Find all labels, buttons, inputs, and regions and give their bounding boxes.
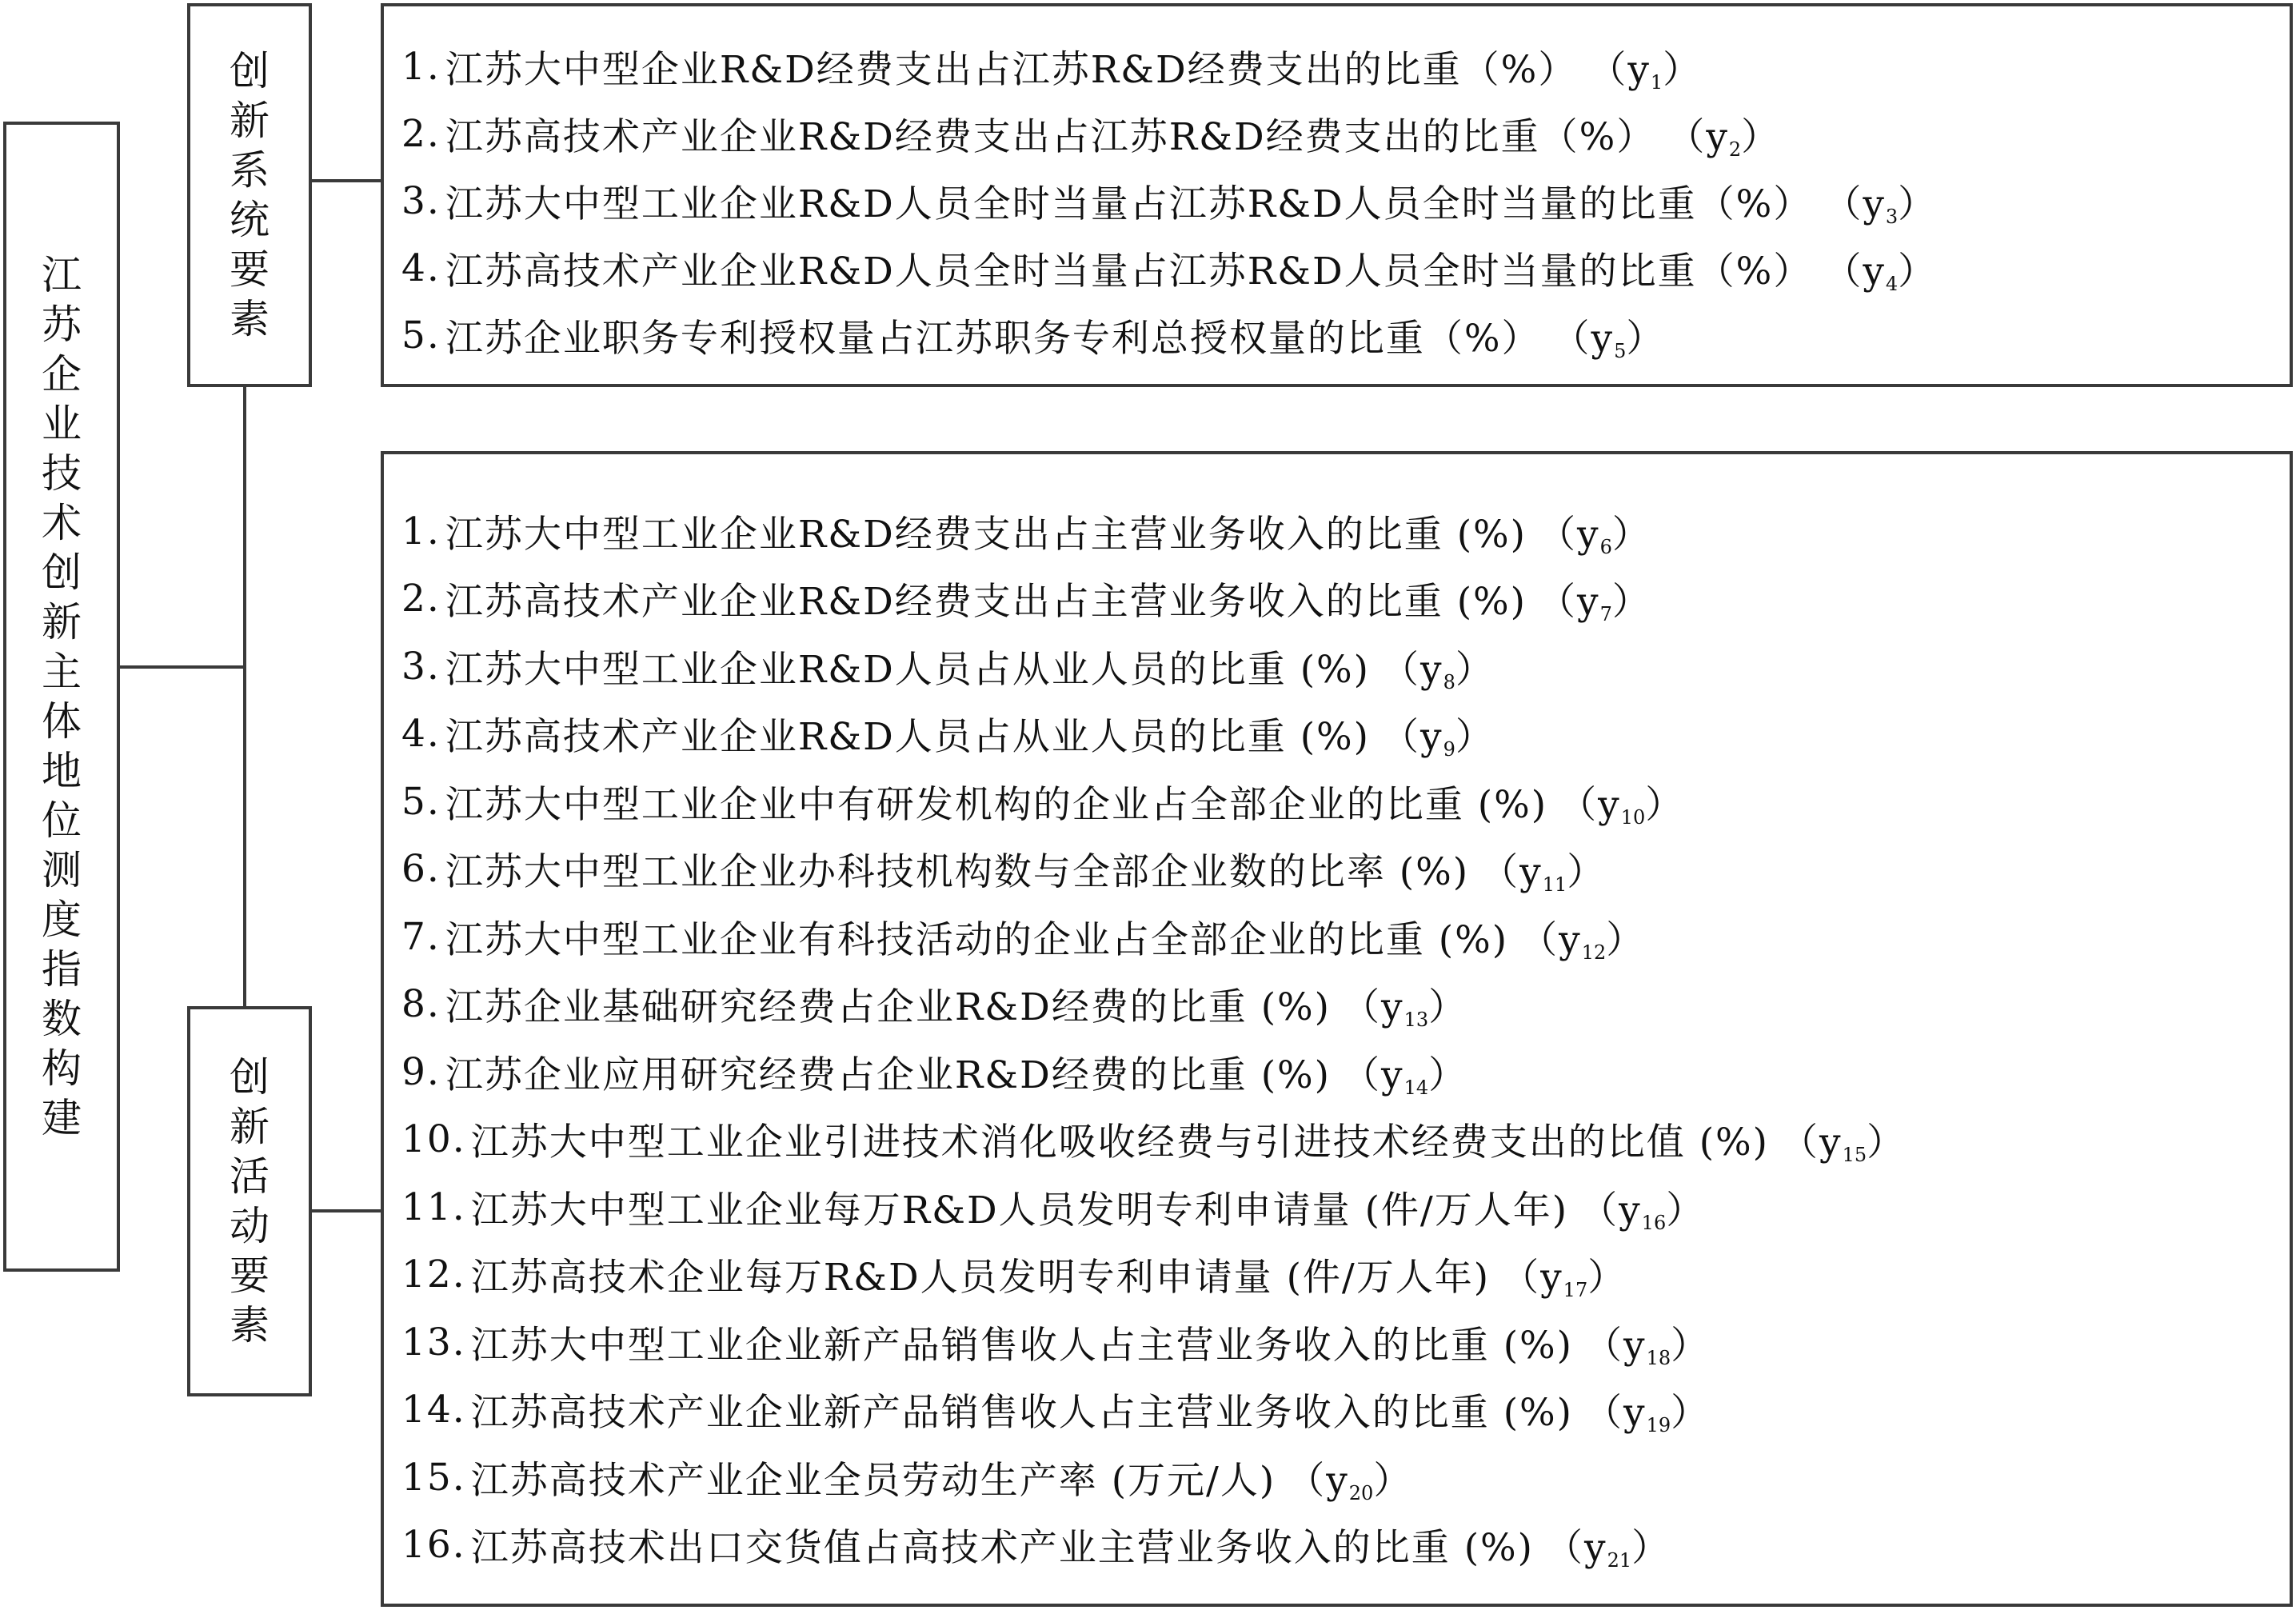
indicator-text: 江苏大中型工业企业R&D人员全时当量占江苏R&D人员全时当量的比重（%）	[445, 182, 1813, 226]
indicator-item	[384, 497, 2290, 565]
indicator-item	[384, 1376, 2290, 1444]
root-label-char: 新	[42, 599, 82, 645]
root-label-char: 技	[42, 450, 82, 497]
indicator-variable-subscript: 19	[1646, 1414, 1671, 1436]
indicator-variable: $(y_{13})$	[1342, 985, 1468, 1031]
indicator-number: 8.	[401, 982, 441, 1026]
indicator-variable-symbol: y	[1623, 1391, 1647, 1435]
indicator-text: 江苏高技术出口交货值占高技术产业主营业务收入的比重 (%)	[470, 1526, 1535, 1570]
indicator-variable-symbol: y	[1326, 1458, 1349, 1503]
indicator-text: 江苏高技术产业企业R&D经费支出占主营业务收入的比重 (%)	[445, 580, 1527, 624]
indicator-number: 5.	[401, 313, 441, 358]
indicator-text: 江苏高技术企业每万R&D人员发明专利申请量 (件/万人年)	[470, 1256, 1491, 1300]
indicator-number: 13.	[401, 1320, 466, 1364]
indicator-variable-subscript: 21	[1607, 1549, 1632, 1572]
indicator-variable: $(y_{10})$	[1559, 782, 1685, 829]
indicator-variable-subscript: 8	[1443, 670, 1455, 693]
root-label-char: 创	[42, 549, 82, 596]
indicator-variable: $(y_{11})$	[1480, 850, 1607, 896]
indicator-text: 江苏大中型工业企业引进技术消化吸收经费与引进技术经费支出的比值 (%)	[470, 1121, 1770, 1165]
group-activity-label-char: 创	[230, 1054, 270, 1101]
indicator-number: 3.	[401, 644, 441, 689]
indicator-variable: $(y_{17})$	[1501, 1256, 1627, 1301]
indicator-item	[384, 633, 2290, 700]
indicator-item	[384, 836, 2290, 903]
root-label-char: 地	[42, 748, 82, 794]
indicator-variable-symbol: y	[1420, 715, 1443, 759]
indicator-text: 江苏高技术产业企业R&D人员全时当量占江苏R&D人员全时当量的比重（%）	[445, 249, 1813, 294]
indicator-variable-subscript: 18	[1646, 1346, 1671, 1369]
root-label-char: 建	[42, 1095, 82, 1141]
indicator-variable-symbol: y	[1559, 917, 1582, 962]
group-activity-label-char: 要	[230, 1252, 270, 1299]
indicator-item	[384, 302, 2290, 369]
indicator-variable-subscript: 13	[1404, 1009, 1429, 1031]
indicator-text: 江苏大中型工业企业R&D经费支出占主营业务收入的比重 (%)	[445, 512, 1527, 557]
group-activity-label-char: 活	[230, 1153, 270, 1200]
indicator-variable-symbol: y	[1381, 985, 1404, 1029]
indicator-variable: $(y_7)$	[1538, 580, 1651, 625]
indicator-number: 1.	[401, 44, 441, 89]
root-label-char: 构	[42, 1045, 82, 1092]
indicator-variable: $(y_{20})$	[1287, 1458, 1413, 1504]
indicator-number: 2.	[401, 111, 441, 156]
indicator-number: 12.	[401, 1252, 466, 1296]
indicator-item	[384, 1173, 2290, 1240]
indicator-variable-symbol: y	[1619, 1188, 1642, 1232]
indicator-variable: $(y_5)$	[1551, 316, 1666, 362]
indicator-variable-symbol: y	[1598, 782, 1621, 827]
root-label-char: 术	[42, 500, 82, 546]
indicator-variable-symbol: y	[1381, 1053, 1404, 1097]
indicator-variable-subscript: 11	[1542, 873, 1567, 896]
group-system-node	[187, 3, 312, 387]
indicator-variable-subscript: 12	[1581, 941, 1607, 964]
indicator-variable-symbol: y	[1540, 1256, 1563, 1300]
indicator-variable: $(y_{12})$	[1519, 917, 1646, 964]
root-label-char: 度	[42, 897, 82, 943]
vertical-trunk-connector	[243, 387, 246, 1006]
indicator-number: 14.	[401, 1388, 466, 1432]
indicator-item	[384, 1308, 2290, 1376]
system-to-list-connector	[312, 179, 382, 182]
indicator-text: 江苏企业职务专利授权量占江苏职务专利总授权量的比重（%）	[445, 316, 1541, 361]
indicator-number: 6.	[401, 847, 441, 891]
indicator-item	[384, 1038, 2290, 1105]
indicator-variable-subscript: 4	[1885, 272, 1899, 295]
indicator-variable-symbol: y	[1519, 850, 1543, 894]
group-activity-label-char: 素	[230, 1302, 270, 1348]
root-label	[42, 250, 82, 1143]
indicator-item	[384, 971, 2290, 1038]
indicator-number: 11.	[401, 1185, 466, 1229]
indicator-variable: $(y_1)$	[1588, 47, 1703, 94]
indicator-variable-subscript: 20	[1348, 1481, 1374, 1504]
indicator-variable-subscript: 9	[1443, 738, 1455, 761]
indicator-text: 江苏企业应用研究经费占企业R&D经费的比重 (%)	[445, 1053, 1332, 1097]
indicator-variable-subscript: 6	[1599, 535, 1612, 558]
indicator-variable-symbol: y	[1863, 249, 1886, 294]
indicator-number: 2.	[401, 577, 441, 621]
indicator-text: 江苏高技术产业企业全员劳动生产率 (万元/人)	[470, 1458, 1276, 1503]
indicator-text: 江苏大中型企业R&D经费支出占江苏R&D经费支出的比重（%）	[445, 47, 1578, 92]
indicator-variable-subscript: 7	[1599, 603, 1612, 625]
indicator-variable-subscript: 1	[1650, 70, 1663, 94]
indicator-text: 江苏大中型工业企业每万R&D人员发明专利申请量 (件/万人年)	[470, 1188, 1569, 1232]
indicator-item	[384, 167, 2290, 234]
indicator-item	[384, 565, 2290, 633]
indicator-text: 江苏高技术产业企业R&D经费支出占江苏R&D经费支出的比重（%）	[445, 114, 1656, 159]
indicator-number: 4.	[401, 712, 441, 756]
root-label-char: 测	[42, 847, 82, 893]
indicator-variable: $(y_{14})$	[1342, 1053, 1468, 1099]
indicator-variable-subscript: 5	[1614, 339, 1627, 362]
root-label-char: 体	[42, 698, 82, 745]
group-system-label	[230, 46, 270, 344]
indicator-item	[384, 1512, 2290, 1579]
indicator-variable: $(y_{18})$	[1584, 1323, 1711, 1369]
indicator-variable-symbol: y	[1819, 1121, 1843, 1165]
indicator-variable: $(y_3)$	[1823, 182, 1938, 228]
indicator-number: 4.	[401, 246, 441, 290]
indicator-number: 5.	[401, 779, 441, 824]
root-label-char: 江	[42, 252, 82, 298]
indicator-variable: $(y_{19})$	[1584, 1391, 1711, 1436]
indicator-variable: $(y_2)$	[1667, 114, 1781, 161]
indicator-number: 10.	[401, 1117, 466, 1161]
indicator-text: 江苏高技术产业企业新产品销售收人占主营业务收入的比重 (%)	[470, 1391, 1574, 1435]
indicator-number: 9.	[401, 1049, 441, 1094]
indicator-item	[384, 768, 2290, 835]
root-label-char: 企	[42, 351, 82, 398]
group-system-label-char: 创	[230, 48, 270, 94]
indicator-number: 7.	[401, 914, 441, 959]
indicator-variable-subscript: 3	[1885, 205, 1899, 228]
indicator-variable: $(y_6)$	[1538, 512, 1651, 558]
indicator-variable-subscript: 16	[1641, 1211, 1667, 1234]
indicator-variable-symbol: y	[1627, 47, 1651, 92]
indicator-variable: $(y_4)$	[1823, 249, 1938, 295]
indicator-number: 3.	[401, 178, 441, 223]
indicator-item	[384, 1106, 2290, 1173]
indicator-item	[384, 1241, 2290, 1308]
root-label-char: 业	[42, 401, 82, 447]
indicator-variable: $(y_9)$	[1381, 715, 1495, 761]
indicator-number: 15.	[401, 1455, 466, 1500]
indicator-item	[384, 100, 2290, 167]
group-system-label-char: 要	[230, 246, 270, 293]
group-activity-label-char: 动	[230, 1203, 270, 1249]
indicator-number: 16.	[401, 1523, 466, 1567]
indicator-variable: $(y_{21})$	[1545, 1526, 1671, 1572]
activity-indicator-list	[381, 451, 2293, 1607]
indicator-variable-symbol: y	[1863, 182, 1886, 226]
indicator-variable-symbol: y	[1706, 114, 1729, 159]
indicator-item	[384, 33, 2290, 100]
indicator-text: 江苏大中型工业企业办科技机构数与全部企业数的比率 (%)	[445, 850, 1470, 894]
group-activity-label	[230, 1053, 270, 1350]
indicator-variable: $(y_8)$	[1381, 647, 1495, 693]
root-label-char: 位	[42, 797, 82, 844]
indicator-text: 江苏大中型工业企业R&D人员占从业人员的比重 (%)	[445, 647, 1371, 692]
indicator-text: 江苏大中型工业企业有科技活动的企业占全部企业的比重 (%)	[445, 917, 1509, 962]
indicator-text: 江苏大中型工业企业新产品销售收人占主营业务收入的比重 (%)	[470, 1323, 1574, 1368]
group-system-label-char: 素	[230, 296, 270, 342]
system-indicator-list	[381, 3, 2293, 387]
indicator-item	[384, 903, 2290, 970]
indicator-variable: $(y_{16})$	[1579, 1188, 1706, 1234]
indicator-number: 1.	[401, 509, 441, 553]
indicator-variable-symbol: y	[1584, 1526, 1607, 1570]
indicator-variable-symbol: y	[1623, 1323, 1647, 1368]
indicator-variable-subscript: 17	[1563, 1279, 1588, 1301]
root-node	[3, 122, 120, 1272]
indicator-variable-subscript: 15	[1842, 1144, 1867, 1166]
indicator-variable-symbol: y	[1577, 580, 1600, 624]
group-system-label-char: 统	[230, 197, 270, 243]
group-system-label-char: 新	[230, 98, 270, 144]
root-label-char: 苏	[42, 302, 82, 348]
indicator-variable-subscript: 14	[1404, 1076, 1429, 1099]
root-label-char: 指	[42, 946, 82, 993]
root-to-trunk-connector	[120, 665, 246, 669]
activity-to-list-connector	[312, 1209, 382, 1212]
indicator-variable: $(y_{15})$	[1780, 1121, 1907, 1166]
indicator-variable-subscript: 10	[1620, 805, 1646, 829]
indicator-text: 江苏企业基础研究经费占企业R&D经费的比重 (%)	[445, 985, 1332, 1029]
indicator-variable-subscript: 2	[1728, 138, 1742, 161]
indicator-variable-symbol: y	[1591, 316, 1615, 361]
root-label-char: 数	[42, 996, 82, 1042]
indicator-item	[384, 701, 2290, 768]
group-system-label-char: 系	[230, 147, 270, 194]
root-label-char: 主	[42, 649, 82, 695]
indicator-item	[384, 1444, 2290, 1511]
indicator-variable-symbol: y	[1577, 512, 1600, 557]
group-activity-node	[187, 1006, 312, 1396]
indicator-text: 江苏高技术产业企业R&D人员占从业人员的比重 (%)	[445, 715, 1371, 759]
indicator-text: 江苏大中型工业企业中有研发机构的企业占全部企业的比重 (%)	[445, 782, 1548, 827]
indicator-variable-symbol: y	[1420, 647, 1443, 692]
indicator-item	[384, 234, 2290, 302]
group-activity-label-char: 新	[230, 1104, 270, 1150]
